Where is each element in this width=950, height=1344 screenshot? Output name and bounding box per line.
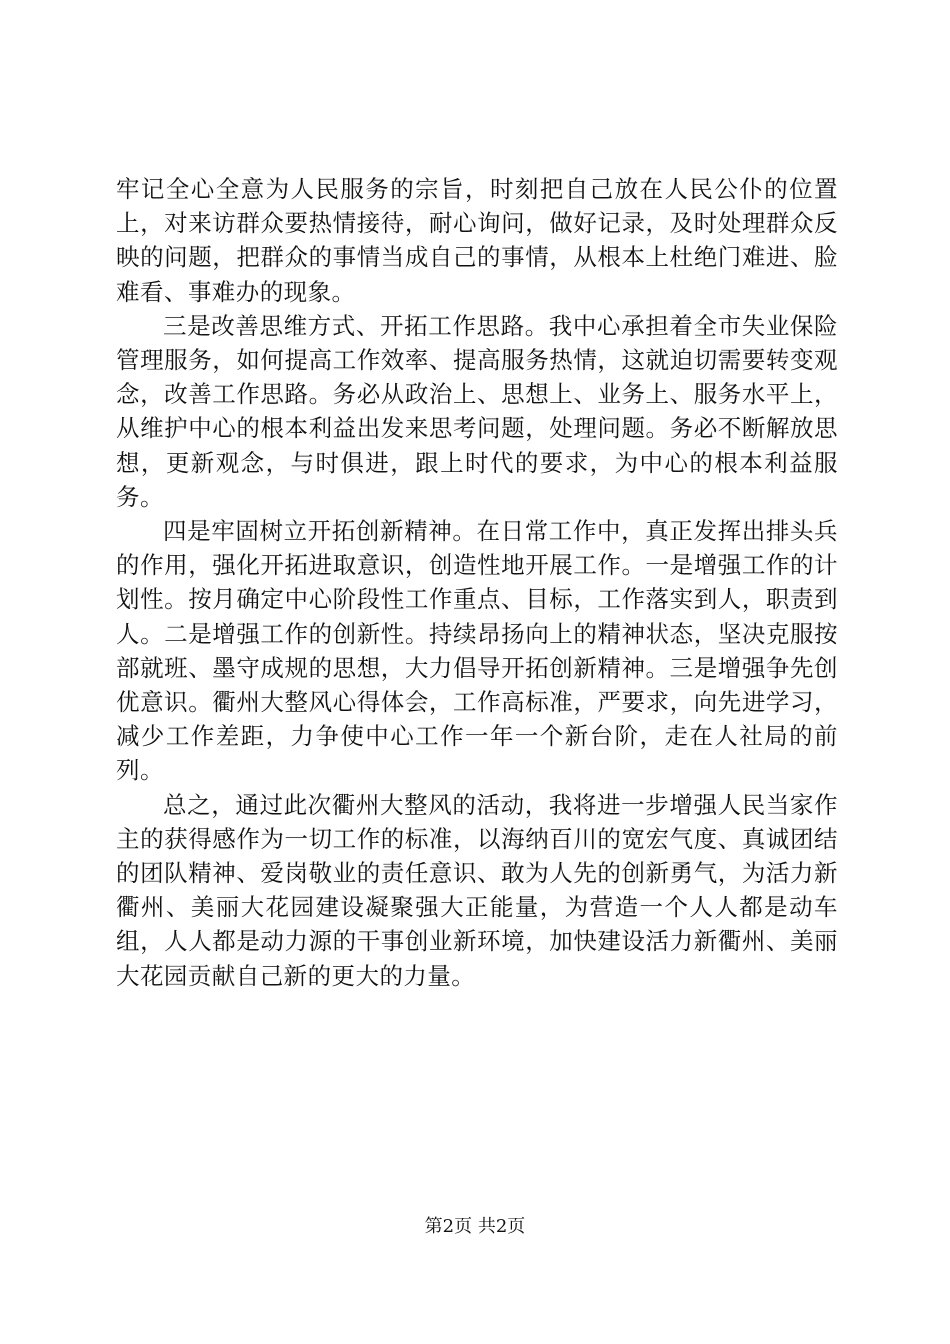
document-body xyxy=(116,172,838,993)
paragraph-1: 牢记全心全意为人民服务的宗旨，时刻把自己放在人民公仆的位置上，对来访群众要热情接待，耐心询问，做好记录，及时处理群众反映的问题，把群众的事情当成自己的事情，从根本上杜绝门难进、脸难看、事难办的现象。 xyxy=(116,175,838,306)
paragraph-2: 三是改善思维方式、开拓工作思路。我中心承担着全市失业保险管理服务，如何提高工作效率、提高服务热情，这就迫切需要转变观念，改善工作思路。务必从政治上、思想上、业务上、服务水平上，从维护中心的根本利益出发来思考问题，处理问题。务必不断解放思想，更新观念，与时俱进，跟上时代的要求，为中心的根本利益服务。 xyxy=(116,311,838,511)
page-footer: 第2页 共2页 xyxy=(424,1216,526,1237)
paragraph-3: 四是牢固树立开拓创新精神。在日常工作中，真正发挥出排头兵的作用，强化开拓进取意识，创造性地开展工作。一是增强工作的计划性。按月确定中心阶段性工作重点、目标，工作落实到人，职责到人。二是增强工作的创新性。持续昂扬向上的精神状态，坚决克服按部就班、墨守成规的思想，大力倡导开拓创新精神。三是增强争先创优意识。衢州大整风心得体会，工作高标准，严要求，向先进学习，减少工作差距，力争使中心工作一年一个新台阶，走在人社局的前列。 xyxy=(116,517,838,785)
paragraph-4: 总之，通过此次衢州大整风的活动，我将进一步增强人民当家作主的获得感作为一切工作的标准，以海纳百川的宽宏气度、真诚团结的团队精神、爱岗敬业的责任意识、敢为人先的创新勇气，为活力新衢州、美丽大花园建设凝聚强大正能量，为营造一个人人都是动车组，人人都是动力源的干事创业新环境，加快建设活力新衢州、美丽大花园贡献自己新的更大的力量。 xyxy=(116,790,838,990)
